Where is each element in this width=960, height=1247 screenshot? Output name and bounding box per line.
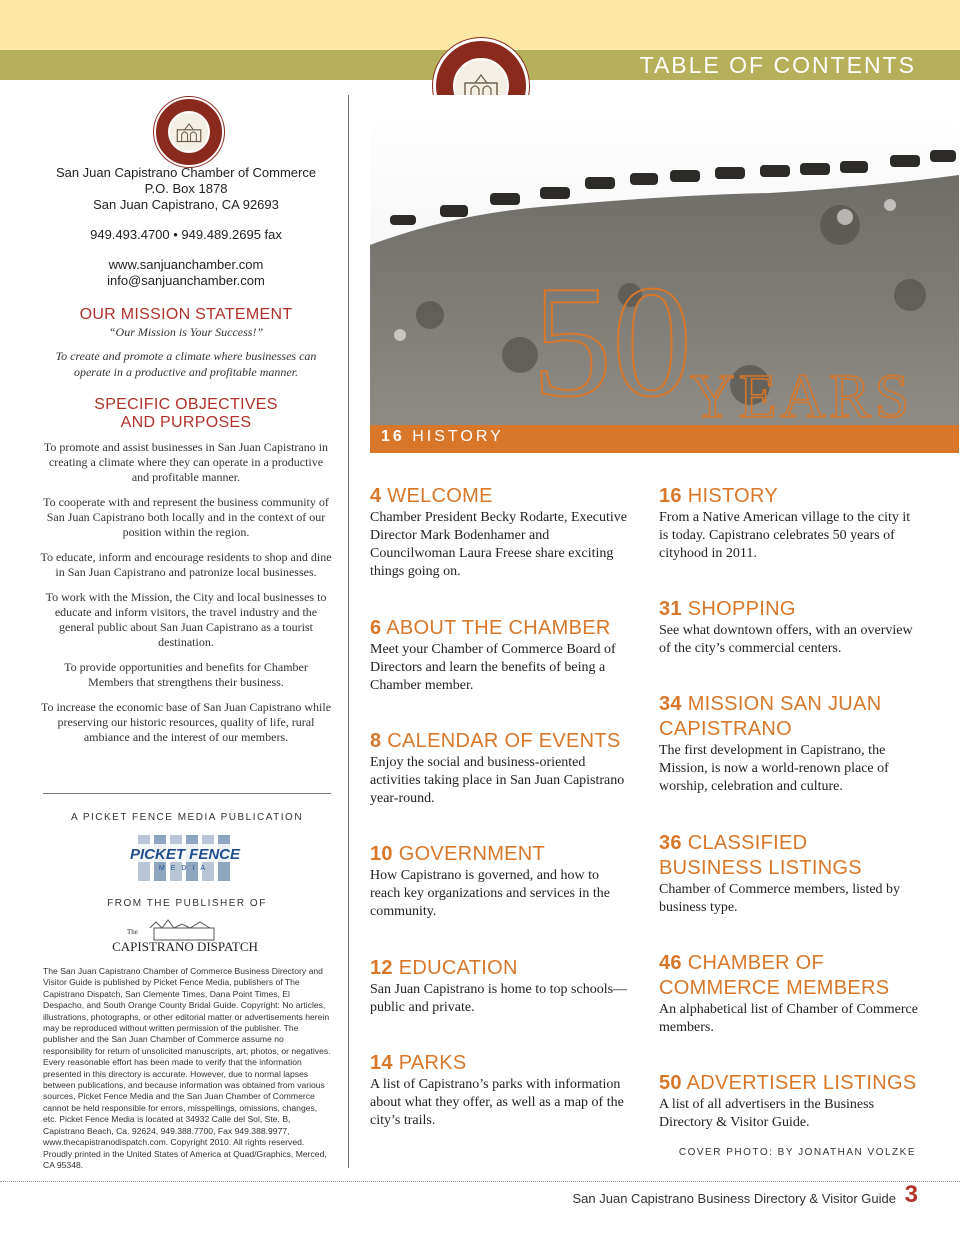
toc-title: MISSION SAN JUAN: [687, 693, 882, 715]
toc-description: San Juan Capistrano is home to top schools—public and private.: [370, 982, 628, 1015]
toc-title-line2: COMMERCE MEMBERS: [659, 977, 890, 999]
objectives-heading-line1: SPECIFIC OBJECTIVES: [94, 396, 278, 413]
toc-title: GOVERNMENT: [398, 843, 546, 865]
toc-page-number: 31: [659, 598, 682, 620]
toc-entry-calendar[interactable]: [370, 729, 630, 808]
publisher-label: FROM THE PUBLISHER OF: [107, 898, 267, 909]
contact-block: [40, 165, 332, 289]
objective-item: To increase the economic base of San Juan Capistrano while preserving our historic resources, quality of life, rural ambiance and the interest of our members.: [40, 700, 332, 744]
toc-entry-mission[interactable]: [659, 692, 919, 796]
mission-heading: OUR MISSION STATEMENT: [79, 306, 293, 323]
toc-entry-advertisers[interactable]: [659, 1071, 919, 1132]
toc-entry-government[interactable]: [370, 842, 630, 921]
toc-page-number: 12: [370, 957, 393, 979]
capistrano-dispatch-logo: [110, 914, 260, 954]
toc-entry-about[interactable]: [370, 616, 630, 695]
toc-description: An alphabetical list of Chamber of Commerce members.: [659, 1002, 918, 1035]
objective-item: To work with the Mission, the City and local businesses to educate and inform visitors, the travel industry and the general public about San Juan Capistrano as a tourist destination.: [45, 590, 327, 649]
divider: [43, 793, 331, 794]
objective-item: To promote and assist businesses in San Juan Capistrano in creating a climate where they can operate in a productive and profitable manner.: [43, 440, 329, 484]
footer-divider: [0, 1181, 960, 1182]
mission-statement: To create and promote a climate where businesses can operate in a productive and profitable manner.: [55, 349, 317, 379]
toc-title: CLASSIFIED: [687, 832, 808, 854]
toc-page-number: 34: [659, 693, 682, 715]
toc-description: A list of Capistrano’s parks with information about what they offer, as well as a map of the city’s trails.: [370, 1077, 624, 1128]
footer-title: San Juan Capistrano Business Directory & Visitor Guide: [572, 1191, 896, 1206]
picket-fence-logo-sub: MEDIA: [158, 865, 212, 872]
toc-title: WELCOME: [387, 485, 493, 507]
toc-entry-shopping[interactable]: [659, 597, 919, 658]
picket-fence-logo: [120, 832, 250, 884]
toc-title: CALENDAR OF EVENTS: [387, 730, 621, 752]
toc-title: SHOPPING: [687, 598, 796, 620]
toc-description: A list of all advertisers in the Business Directory & Visitor Guide.: [659, 1097, 875, 1130]
toc-page-number: 16: [659, 485, 682, 507]
horsemen-photo-illustration: [370, 95, 959, 425]
fifty-number: 50: [532, 252, 692, 425]
toc-page-number: 36: [659, 832, 682, 854]
photo-credit: COVER PHOTO: BY JONATHAN VOLZKE: [678, 1147, 916, 1158]
objectives-heading-line2: AND PURPOSES: [120, 414, 252, 431]
toc-description: Chamber of Commerce members, listed by business type.: [659, 882, 901, 915]
page-title: TABLE OF CONTENTS: [639, 52, 916, 78]
toc-title-line2: BUSINESS LISTINGS: [659, 857, 862, 879]
objective-item: To cooperate with and represent the business community of San Juan Capistrano both locally and in the context of our position within the region.: [43, 495, 329, 539]
toc-title: ADVERTISER LISTINGS: [686, 1072, 917, 1094]
objective-item: To provide opportunities and benefits for Chamber Members that strengthens their business.: [64, 660, 308, 689]
toc-description: The first development in Capistrano, the Mission, is now a world-renown place of worship, celebration and culture.: [659, 743, 889, 794]
toc-page-number: 50: [659, 1072, 682, 1094]
mission-tagline: “Our Mission is Your Success!”: [108, 325, 264, 339]
toc-page-number: 14: [370, 1052, 393, 1074]
dispatch-logo-text: CAPISTRANO DISPATCH: [112, 939, 258, 954]
toc-description: Meet your Chamber of Commerce Board of Directors and learn the benefits of being a Chamber member.: [370, 642, 616, 693]
email-link[interactable]: info@sanjuanchamber.com: [107, 273, 265, 288]
toc-title: CHAMBER OF: [687, 952, 825, 974]
toc-description: Enjoy the social and business-oriented activities taking place in San Juan Capistrano year-round.: [370, 755, 625, 806]
po-box: P.O. Box 1878: [144, 181, 228, 196]
chamber-seal-logo-small: [154, 97, 224, 167]
toc-title: EDUCATION: [398, 957, 518, 979]
toc-page-number: 6: [370, 617, 382, 639]
toc-entry-classified[interactable]: [659, 831, 919, 917]
years-word: YEARS: [690, 363, 914, 425]
mission-building-icon: [174, 121, 204, 143]
objective-item: To educate, inform and encourage residents to shop and dine in San Juan Capistrano and patronize local businesses.: [40, 550, 332, 579]
toc-entry-members[interactable]: [659, 951, 919, 1037]
page-number: 3: [904, 1181, 918, 1208]
toc-entry-welcome[interactable]: [370, 484, 630, 581]
toc-title-line2: CAPISTRANO: [659, 718, 793, 740]
toc-description: From a Native American village to the city it is today. Capistrano celebrates 50 years of cityhood in 2011.: [659, 510, 911, 561]
website-link[interactable]: www.sanjuanchamber.com: [108, 257, 264, 272]
fine-print: The San Juan Capistrano Chamber of Commerce Business Directory and Visitor Guide is published by Picket Fence Media, publishers of The Capistrano Dispatch, San Clemente Times, Dana Point Times, El Despacho, and South Orange County Bridal Guide. Copyright: No articles, illustrations, photographs, or other editorial matter or advertisements herein may be reproduced without written permission of the publisher. The publisher and the San Juan Chamber of Commerce assume no responsibility for return of unsolicited manuscripts, art, photos, or negatives. Every reasonable effort has been made to verify that the information presented in this directory is accurate. However, due to normal lapses between publications, and because information was obtained from various sources, Picket Fence Media and the San Juan Chamber of Commerce cannot be held responsible for errors, misspellings, omissions, changes, etc. Picket Fence Media is located at 34932 Calle del Sol, Ste. B, Capistrano Beach, Ca. 92624, 949.388.7700, Fax 949.388.9977, www.thecapistranodispatch.com. Copyright 2010. All rights reserved. Proudly printed in the United States of America at Quad/Graphics, Merced, CA 95348.: [43, 966, 331, 1170]
toc-page-number: 4: [370, 485, 382, 507]
toc-page-number: 46: [659, 952, 682, 974]
photo-caption-number: 16: [381, 428, 405, 445]
toc-description: Chamber President Becky Rodarte, Executive Director Mark Bodenhamer and Councilwoman Laura Freese share exciting things going on.: [370, 510, 627, 579]
toc-title: PARKS: [398, 1052, 467, 1074]
sidebar: [40, 165, 332, 755]
picket-fence-logo-text: PICKET FENCE: [129, 846, 241, 863]
toc-description: See what downtown offers, with an overview of the city’s commercial centers.: [659, 623, 913, 656]
org-name: San Juan Capistrano Chamber of Commerce: [55, 165, 317, 180]
dispatch-logo-the: The: [127, 928, 138, 936]
toc-entry-education[interactable]: [370, 956, 630, 1017]
city-address: San Juan Capistrano, CA 92693: [93, 197, 279, 212]
photo-caption[interactable]: [381, 428, 504, 446]
toc-page-number: 8: [370, 730, 382, 752]
publication-label: A PICKET FENCE MEDIA PUBLICATION: [70, 812, 304, 823]
toc-description: How Capistrano is governed, and how to reach key organizations and services in the community.: [370, 868, 610, 919]
toc-title: HISTORY: [687, 485, 778, 507]
column-divider: [348, 95, 349, 1168]
phone-numbers: 949.493.4700 • 949.489.2695 fax: [90, 227, 282, 242]
toc-page-number: 10: [370, 843, 393, 865]
hero-photo: [370, 95, 959, 425]
toc-entry-history[interactable]: [659, 484, 919, 563]
toc-entry-parks[interactable]: [370, 1051, 630, 1130]
toc-title: ABOUT THE CHAMBER: [386, 617, 611, 639]
photo-caption-label: HISTORY: [412, 428, 504, 445]
